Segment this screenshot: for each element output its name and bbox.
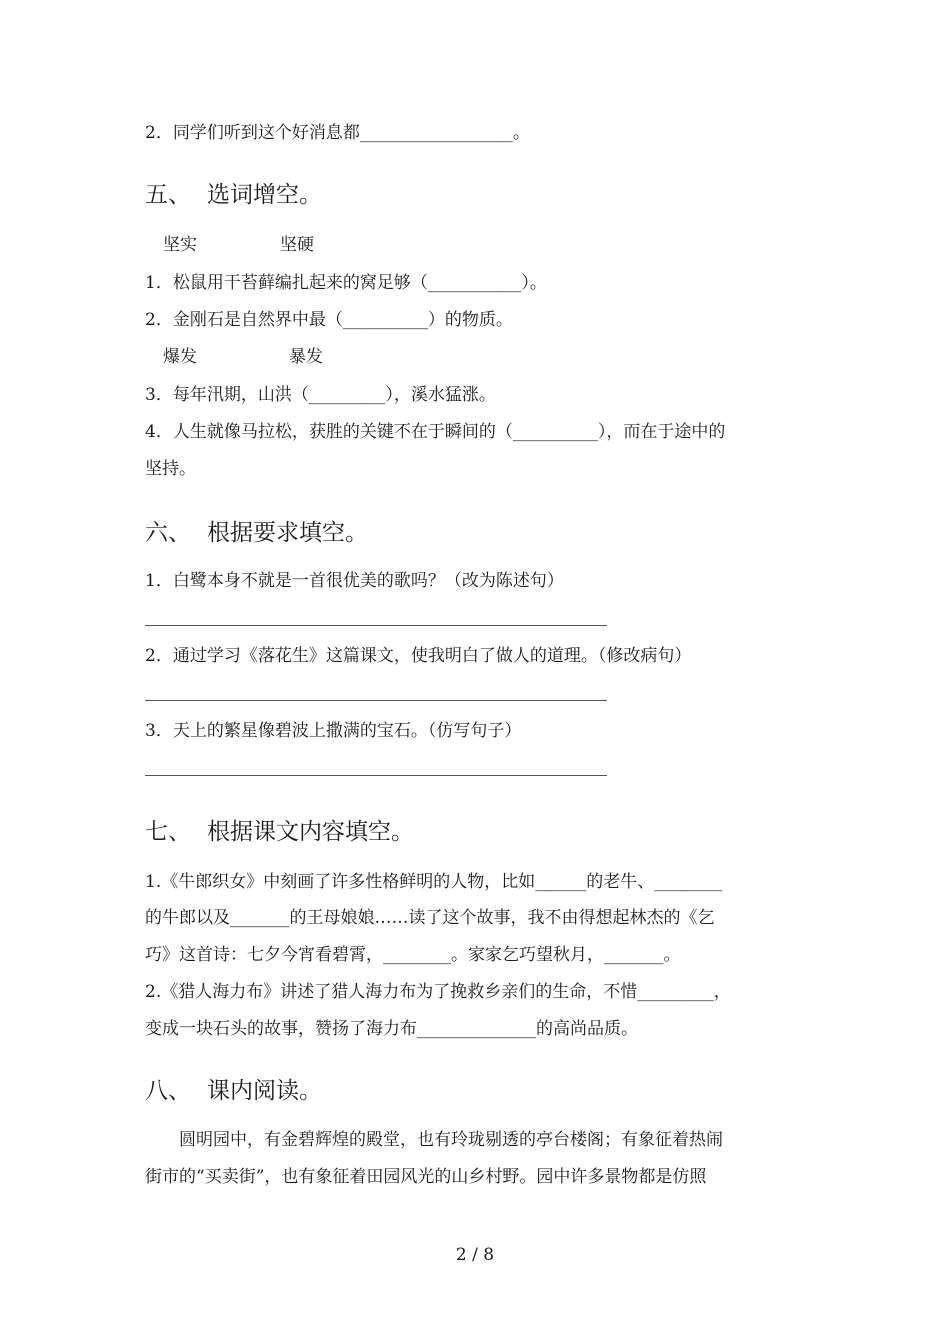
section-7-question-1-line-1: 1.《牛郎织女》中刻画了许多性格鲜明的人物，比如______的老牛、________ [145,872,723,892]
word-option-2a: 爆发 [163,347,197,367]
answer-line-3 [145,775,607,776]
section-6-question-3: 3．天上的繁星像碧波上撒满的宝石。（仿写句子） [145,721,522,741]
section-7-question-2-line-1: 2.《猎人海力布》讲述了猎人海力布为了挽救乡亲们的生命，不惜_________， [145,982,731,1002]
section-5-question-3: 3．每年汛期，山洪（_________），溪水猛涨。 [145,385,496,405]
section-7-question-1-line-2: 的牛郎以及_______的王母娘娘……读了这个故事，我不由得想起林杰的《乞 [145,908,715,928]
section-8-title: 课内阅读。 [207,1078,322,1104]
answer-line-1 [145,625,607,626]
section-5-question-2: 2．金刚石是自然界中最（__________）的物质。 [145,310,513,330]
word-option-2b: 暴发 [289,347,323,367]
page-number: 2 / 8 [455,1245,495,1265]
reading-passage-line-2: 街市的“买卖街”，也有象征着田园风光的山乡村野。园中许多景物都是仿照 [145,1167,707,1187]
section-6-question-2: 2．通过学习《落花生》这篇课文，使我明白了做人的道理。（修改病句） [145,646,692,666]
word-option-1b: 坚硬 [280,235,314,255]
section-5-heading [145,180,322,210]
section-8-number: 八、 [145,1078,191,1104]
reading-passage-line-1: 圆明园中，有金碧辉煌的殿堂，也有玲珑剔透的亭台楼阁；有象征着热闹 [179,1130,723,1150]
section-5-question-4-line-2: 坚持。 [145,459,196,479]
question-2-top: 2．同学们听到这个好消息都__________________。 [145,123,530,143]
word-option-1a: 坚实 [163,235,197,255]
section-5-number: 五、 [145,182,191,208]
section-6-number: 六、 [145,520,191,546]
section-7-title: 根据课文内容填空。 [207,819,414,845]
section-5-question-1: 1．松鼠用干苔藓编扎起来的窝足够（___________）。 [145,273,547,293]
section-8-heading [145,1076,322,1106]
section-7-heading [145,817,414,847]
section-7-number: 七、 [145,819,191,845]
section-7-question-2-line-2: 变成一块石头的故事，赞扬了海力布______________的高尚品质。 [145,1019,638,1039]
section-7-question-1-line-3: 巧》这首诗：七夕今宵看碧霄，________。家家乞巧望秋月，_______。 [145,945,681,965]
section-5-title: 选词增空。 [207,182,322,208]
answer-line-2 [145,700,607,701]
section-6-title: 根据要求填空。 [207,520,368,546]
section-5-question-4-line-1: 4．人生就像马拉松，获胜的关键不在于瞬间的（__________），而在于途中的 [145,422,726,442]
section-6-heading [145,518,368,548]
section-6-question-1: 1．白鹭本身不就是一首很优美的歌吗？（改为陈述句） [145,571,564,591]
